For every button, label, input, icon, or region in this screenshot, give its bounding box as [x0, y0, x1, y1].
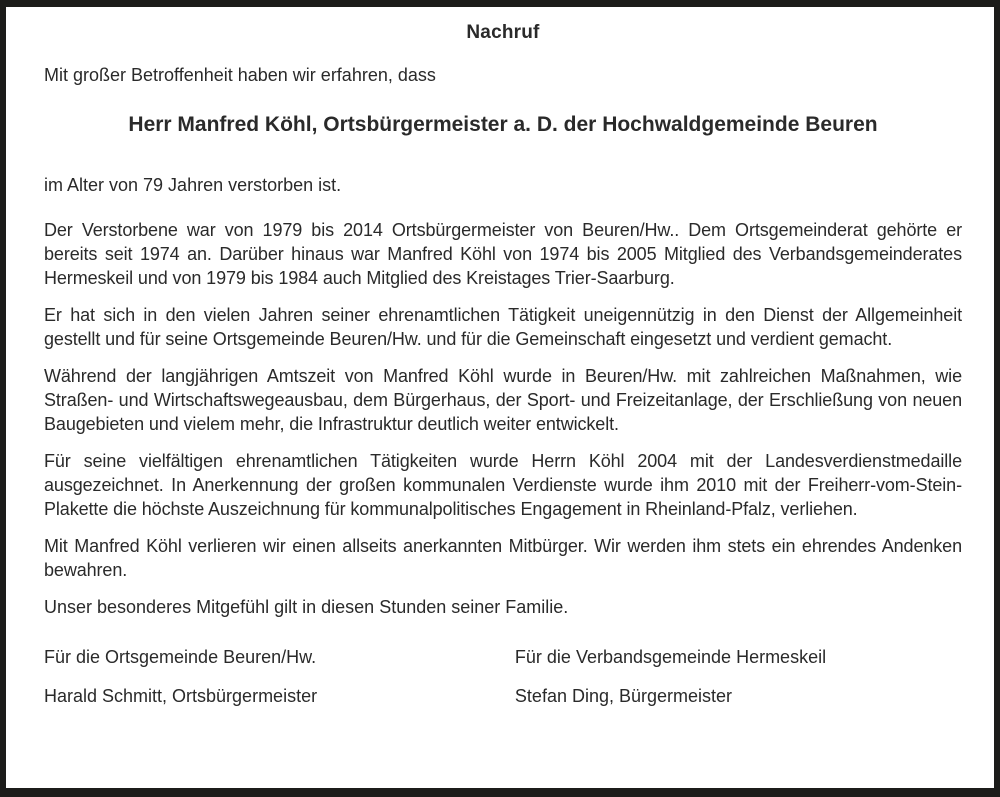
body-paragraph-career: Der Verstorbene war von 1979 bis 2014 Ortsbürgermeister von Beuren/Hw.. Dem Ortsgemeinderat gehörte er bereits seit 1974 an. Darüber hinaus war Manfred Köhl von 1974 bis 2005 Mitglied des Verbandsgemeinderates Hermeskeil und von 1979 bis 1984 auch Mitglied des Kreistages Trier-Saarburg. [44, 220, 962, 288]
signature-block [44, 645, 962, 708]
condolence-line: Unser besonderes Mitgefühl gilt in diesen Stunden seiner Familie. [44, 597, 569, 617]
body-paragraph-honors: Für seine vielfältigen ehrenamtlichen Tätigkeiten wurde Herrn Köhl 2004 mit der Landesverdienstmedaille ausgezeichnet. In Anerkennung der großen kommunalen Verdienste wurde ihm 2010 mit der Freiherr-vom-Stein-Plakette die höchste Auszeichnung für kommunalpolitisches Engagement in Rheinland-Pfalz, verliehen. [44, 451, 962, 519]
deceased-headline: Herr Manfred Köhl, Ortsbürgermeister a. D. der Hochwaldgemeinde Beuren [128, 113, 878, 136]
body-paragraph-service: Er hat sich in den vielen Jahren seiner ehrenamtlichen Tätigkeit uneigennützig in den Dienst der Allgemeinheit gestellt und für seine Ortsgemeinde Beuren/Hw. und für die Gemeinschaft eingesetzt und verdient gemacht. [44, 305, 962, 349]
obituary-title: Nachruf [466, 22, 540, 43]
signature-org: Für die Verbandsgemeinde Hermeskeil [514, 647, 827, 667]
signature-right [515, 645, 962, 708]
body-paragraph-achievements: Während der langjährigen Amtszeit von Manfred Köhl wurde in Beuren/Hw. mit zahlreichen Maßnahmen, wie Straßen- und Wirtschaftswegeausbau, dem Bürgerhaus, der Sport- und Freizeitanlage, der Erschließung von neuen Baugebieten und vielem mehr, die Infrastruktur deutlich weiter entwickelt. [44, 366, 962, 434]
body-paragraph-remembrance: Mit Manfred Köhl verlieren wir einen allseits anerkannten Mitbürger. Wir werden ihm stets ein ehrendes Andenken bewahren. [44, 536, 962, 580]
intro-line: Mit großer Betroffenheit haben wir erfahren, dass [44, 65, 436, 85]
signature-name: Harald Schmitt, Ortsbürgermeister [44, 686, 318, 706]
age-line: im Alter von 79 Jahren verstorben ist. [44, 175, 342, 195]
signature-left [44, 645, 515, 708]
signature-org: Für die Ortsgemeinde Beuren/Hw. [44, 647, 317, 667]
signature-name: Stefan Ding, Bürgermeister [514, 686, 733, 706]
